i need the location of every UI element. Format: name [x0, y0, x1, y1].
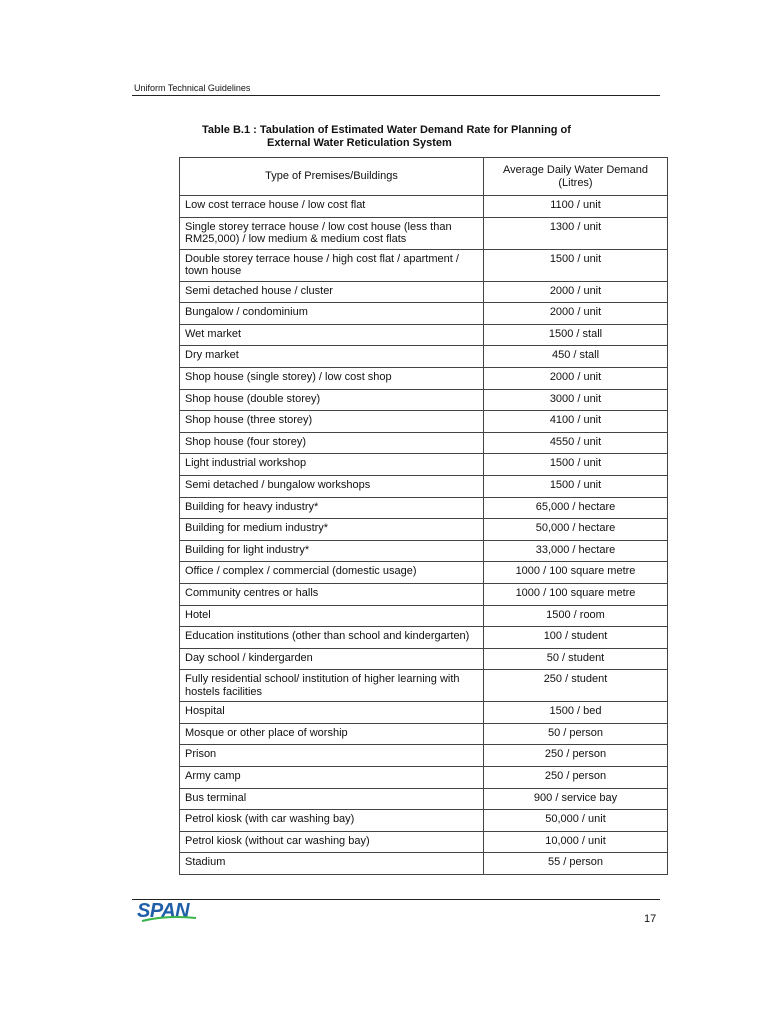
table-row: [180, 519, 668, 541]
demand-cell: 3000 / unit: [484, 389, 668, 411]
premises-cell: Shop house (single storey) / low cost shop: [180, 367, 484, 389]
header-rule: [132, 95, 660, 96]
demand-cell: 10,000 / unit: [484, 831, 668, 853]
table-row: [180, 627, 668, 649]
table-row: [180, 540, 668, 562]
premises-cell: Bus terminal: [180, 788, 484, 810]
table-row: [180, 723, 668, 745]
table-row: [180, 810, 668, 832]
demand-cell: 50,000 / unit: [484, 810, 668, 832]
premises-cell: Fully residential school/ institution of higher learning with hostels facilities: [180, 670, 484, 702]
premises-cell: Double storey terrace house / high cost flat / apartment / town house: [180, 249, 484, 281]
demand-cell: 1500 / room: [484, 605, 668, 627]
table-row: [180, 605, 668, 627]
table-row: [180, 475, 668, 497]
table-row: [180, 196, 668, 218]
table-row: [180, 745, 668, 767]
premises-cell: Building for light industry*: [180, 540, 484, 562]
table-row: [180, 562, 668, 584]
table-row: [180, 324, 668, 346]
demand-cell: 1500 / unit: [484, 249, 668, 281]
running-header: Uniform Technical Guidelines: [134, 83, 251, 93]
premises-cell: Shop house (double storey): [180, 389, 484, 411]
demand-cell: 1500 / bed: [484, 702, 668, 724]
premises-cell: Wet market: [180, 324, 484, 346]
table-row: [180, 303, 668, 325]
premises-cell: Mosque or other place of worship: [180, 723, 484, 745]
premises-cell: Building for medium industry*: [180, 519, 484, 541]
premises-cell: Hotel: [180, 605, 484, 627]
demand-cell: 2000 / unit: [484, 367, 668, 389]
premises-cell: Shop house (four storey): [180, 432, 484, 454]
demand-cell: 1500 / unit: [484, 454, 668, 476]
premises-cell: Hospital: [180, 702, 484, 724]
table-header-row: [180, 158, 668, 196]
premises-cell: Office / complex / commercial (domestic usage): [180, 562, 484, 584]
premises-cell: Bungalow / condominium: [180, 303, 484, 325]
demand-cell: 50 / student: [484, 648, 668, 670]
demand-cell: 250 / student: [484, 670, 668, 702]
table-row: [180, 648, 668, 670]
header-premises: Type of Premises/Buildings: [180, 158, 484, 196]
premises-cell: Single storey terrace house / low cost house (less than RM25,000) / low medium & medium cost flats: [180, 217, 484, 249]
span-logo: [136, 898, 202, 924]
demand-cell: 1000 / 100 square metre: [484, 583, 668, 605]
table-row: [180, 389, 668, 411]
table-row: [180, 432, 668, 454]
table-row: [180, 367, 668, 389]
demand-cell: 50,000 / hectare: [484, 519, 668, 541]
premises-cell: Community centres or halls: [180, 583, 484, 605]
caption-line-1: Table B.1 : Tabulation of Estimated Water Demand Rate for Planning of: [202, 124, 571, 136]
demand-cell: 1500 / stall: [484, 324, 668, 346]
header-demand: Average Daily Water Demand (Litres): [484, 158, 668, 196]
demand-cell: 2000 / unit: [484, 281, 668, 303]
table-row: [180, 702, 668, 724]
demand-cell: 2000 / unit: [484, 303, 668, 325]
caption-line-2: External Water Reticulation System: [267, 137, 452, 149]
demand-cell: 1500 / unit: [484, 475, 668, 497]
table-row: [180, 767, 668, 789]
premises-cell: Stadium: [180, 853, 484, 875]
table-row: [180, 497, 668, 519]
svg-text:SPAN: SPAN: [137, 900, 190, 922]
table-row: [180, 249, 668, 281]
premises-cell: Semi detached house / cluster: [180, 281, 484, 303]
table-row: [180, 831, 668, 853]
table-caption: [180, 124, 666, 150]
demand-cell: 900 / service bay: [484, 788, 668, 810]
table-row: [180, 346, 668, 368]
footer-rule: [132, 899, 660, 900]
demand-cell: 250 / person: [484, 767, 668, 789]
table-row: [180, 411, 668, 433]
page-number: 17: [644, 913, 657, 925]
demand-cell: 100 / student: [484, 627, 668, 649]
table-row: [180, 670, 668, 702]
premises-cell: Petrol kiosk (without car washing bay): [180, 831, 484, 853]
demand-cell: 250 / person: [484, 745, 668, 767]
table-row: [180, 217, 668, 249]
premises-cell: Light industrial workshop: [180, 454, 484, 476]
water-demand-table: [179, 157, 668, 875]
table-row: [180, 788, 668, 810]
premises-cell: Building for heavy industry*: [180, 497, 484, 519]
premises-cell: Prison: [180, 745, 484, 767]
table-row: [180, 583, 668, 605]
demand-cell: 65,000 / hectare: [484, 497, 668, 519]
demand-cell: 450 / stall: [484, 346, 668, 368]
demand-cell: 50 / person: [484, 723, 668, 745]
premises-cell: Shop house (three storey): [180, 411, 484, 433]
demand-cell: 1100 / unit: [484, 196, 668, 218]
demand-cell: 55 / person: [484, 853, 668, 875]
demand-cell: 33,000 / hectare: [484, 540, 668, 562]
demand-cell: 4550 / unit: [484, 432, 668, 454]
table-row: [180, 281, 668, 303]
premises-cell: Low cost terrace house / low cost flat: [180, 196, 484, 218]
table-body: [180, 196, 668, 875]
premises-cell: Dry market: [180, 346, 484, 368]
premises-cell: Education institutions (other than school and kindergarten): [180, 627, 484, 649]
demand-cell: 1000 / 100 square metre: [484, 562, 668, 584]
premises-cell: Army camp: [180, 767, 484, 789]
demand-cell: 4100 / unit: [484, 411, 668, 433]
premises-cell: Day school / kindergarden: [180, 648, 484, 670]
table-row: [180, 454, 668, 476]
demand-cell: 1300 / unit: [484, 217, 668, 249]
table-row: [180, 853, 668, 875]
premises-cell: Semi detached / bungalow workshops: [180, 475, 484, 497]
premises-cell: Petrol kiosk (with car washing bay): [180, 810, 484, 832]
